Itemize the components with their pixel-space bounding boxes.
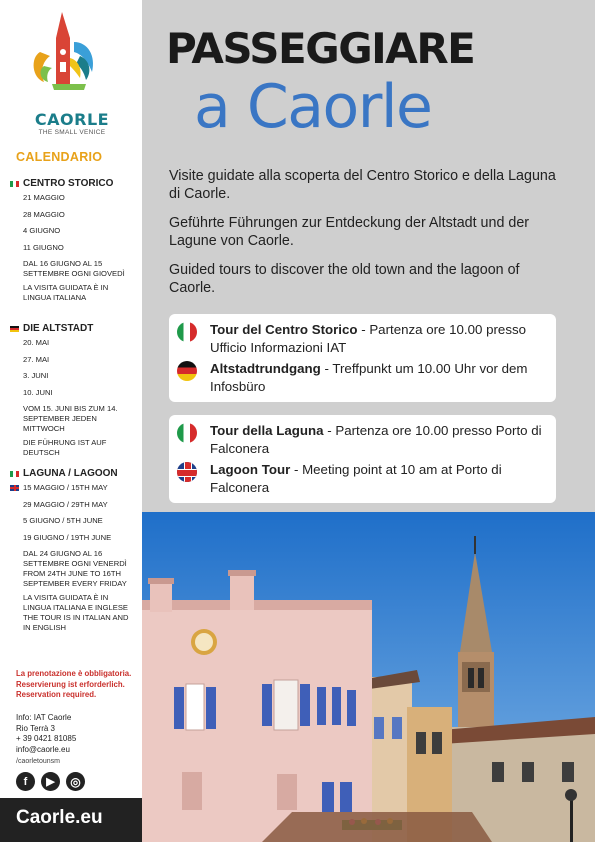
date-line: 28 MAGGIO (23, 209, 65, 219)
tour-text (210, 321, 548, 356)
tour-name: Tour della Laguna (210, 423, 324, 438)
intro-italian: Visite guidate alla scoperta del Centro Storico e della Laguna di Caorle. (169, 168, 556, 202)
section-dates-laguna (23, 483, 135, 640)
date-line: 3. JUNI (23, 371, 49, 380)
section-heading-altstadt (10, 323, 93, 334)
info-phone[interactable]: + 39 0421 81085 (16, 734, 77, 743)
italy-flag-icon (177, 423, 197, 443)
intro-german: Geführte Führungen zur Entdeckung der Altstadt und der Lagune von Caorle. (169, 215, 530, 249)
tour-detail: - Partenza ore 10.00 presso Ufficio Informazioni IAT (210, 322, 527, 355)
date-line: DAL 24 GIUGNO AL 16 SETTEMBRE OGNI VENERDÌ FROM 24TH JUNE TO 16TH SEPTEMBER EVERY FRIDAY (23, 549, 127, 588)
calendar-title: CALENDARIO (16, 150, 103, 164)
italy-flag-icon (10, 471, 19, 477)
social-handle: /caorletounsm (16, 758, 60, 765)
logo-tagline: THE SMALL VENICE (38, 129, 106, 136)
booking-line-de: Reservierung ist erforderlich. (16, 679, 125, 689)
date-line: 5 GIUGNO / 5TH JUNE (23, 516, 103, 525)
tour-row (177, 461, 548, 496)
language-note: LA VISITA GUIDATA È IN LINGUA ITALIANA E INGLESE THE TOUR IS IN ITALIAN AND IN ENGLISH (23, 593, 129, 632)
tour-text (210, 360, 548, 395)
tour-name: Altstadtrundgang (210, 361, 321, 376)
booking-line-en: Reservation required. (16, 690, 97, 699)
caorle-logo (22, 8, 112, 143)
website-link[interactable]: Caorle.eu (16, 807, 103, 828)
tour-name: Tour del Centro Storico (210, 322, 358, 337)
booking-notice (16, 669, 131, 701)
italy-flag-icon (10, 181, 19, 187)
info-office: Info: IAT Caorle (16, 713, 72, 722)
booking-line-it: La prenotazione è obbligatoria. (16, 669, 132, 678)
tour-name: Lagoon Tour (210, 462, 291, 477)
language-note: LA VISITA GUIDATA È IN LINGUA ITALIANA (23, 283, 109, 302)
date-line: 19 GIUGNO / 19TH JUNE (23, 532, 112, 542)
tour-row (177, 422, 548, 457)
section-heading-label: DIE ALTSTADT (23, 323, 94, 334)
date-line: 20. MAI (23, 338, 50, 347)
section-dates-altstadt (23, 338, 135, 465)
tour-box-lagoon (169, 415, 556, 503)
section-heading-laguna (10, 468, 118, 479)
sidebar (0, 0, 142, 842)
logo-name: CAORLE (34, 110, 110, 129)
date-line: 27. MAI (23, 354, 50, 364)
tour-row (177, 360, 548, 395)
date-line-with-flag (23, 483, 135, 493)
germany-flag-icon (177, 361, 197, 381)
date-line: 10. JUNI (23, 387, 53, 397)
date-line: DAL 16 GIUGNO AL 15 SETTEMBRE OGNI GIOVEDÌ (23, 259, 125, 278)
section-dates-centro-storico (23, 193, 135, 310)
italy-flag-icon (177, 322, 197, 342)
info-address: Rio Terrà 3 (16, 723, 55, 733)
headline-line2: a Caorle (194, 72, 432, 142)
facebook-icon[interactable]: f (16, 772, 35, 791)
section-heading-centro-storico (10, 178, 113, 189)
uk-flag-icon (177, 462, 197, 482)
date-line: 29 MAGGIO / 29TH MAY (23, 499, 108, 509)
date-line: VOM 15. JUNI BIS ZUM 14. SEPTEMBER JEDEN MITTWOCH (23, 404, 118, 433)
intro-english: Guided tours to discover the old town and the lagoon of Caorle. (169, 262, 520, 296)
town-photo-illustration (142, 512, 595, 842)
section-heading-label: CENTRO STORICO (23, 178, 114, 189)
bell-tower-logo-icon (22, 8, 112, 112)
tour-row (177, 321, 548, 356)
date-line: 21 MAGGIO (23, 193, 65, 202)
caorle-photo (142, 512, 595, 842)
tour-box-old-town (169, 314, 556, 402)
date-line: 4 GIUGNO (23, 226, 61, 235)
website-bar (0, 798, 142, 842)
instagram-icon[interactable]: ◎ (66, 772, 85, 791)
main-panel (142, 0, 595, 512)
section-heading-label: LAGUNA / LAGOON (23, 468, 118, 479)
uk-flag-icon (10, 485, 19, 491)
tour-detail: - Meeting point at 10 am at Porto di Falconera (210, 462, 502, 495)
tour-text (210, 422, 548, 457)
germany-flag-icon (10, 326, 19, 332)
date-line: 15 MAGGIO / 15TH MAY (23, 483, 108, 492)
tour-text (210, 461, 548, 496)
language-note: DIE FÜHRUNG IST AUF DEUTSCH (23, 438, 107, 457)
tour-detail: - Treffpunkt um 10.00 Uhr vor dem Infosbüro (210, 361, 528, 394)
info-email[interactable]: info@caorle.eu (16, 744, 70, 754)
date-line: 11 GIUGNO (23, 242, 64, 252)
contact-info (16, 713, 76, 755)
youtube-icon[interactable]: ▶ (41, 772, 60, 791)
social-icons (16, 772, 85, 791)
headline-line1: PASSEGGIARE (166, 24, 475, 73)
tour-detail: - Partenza ore 10.00 presso Porto di Falconera (210, 423, 542, 456)
